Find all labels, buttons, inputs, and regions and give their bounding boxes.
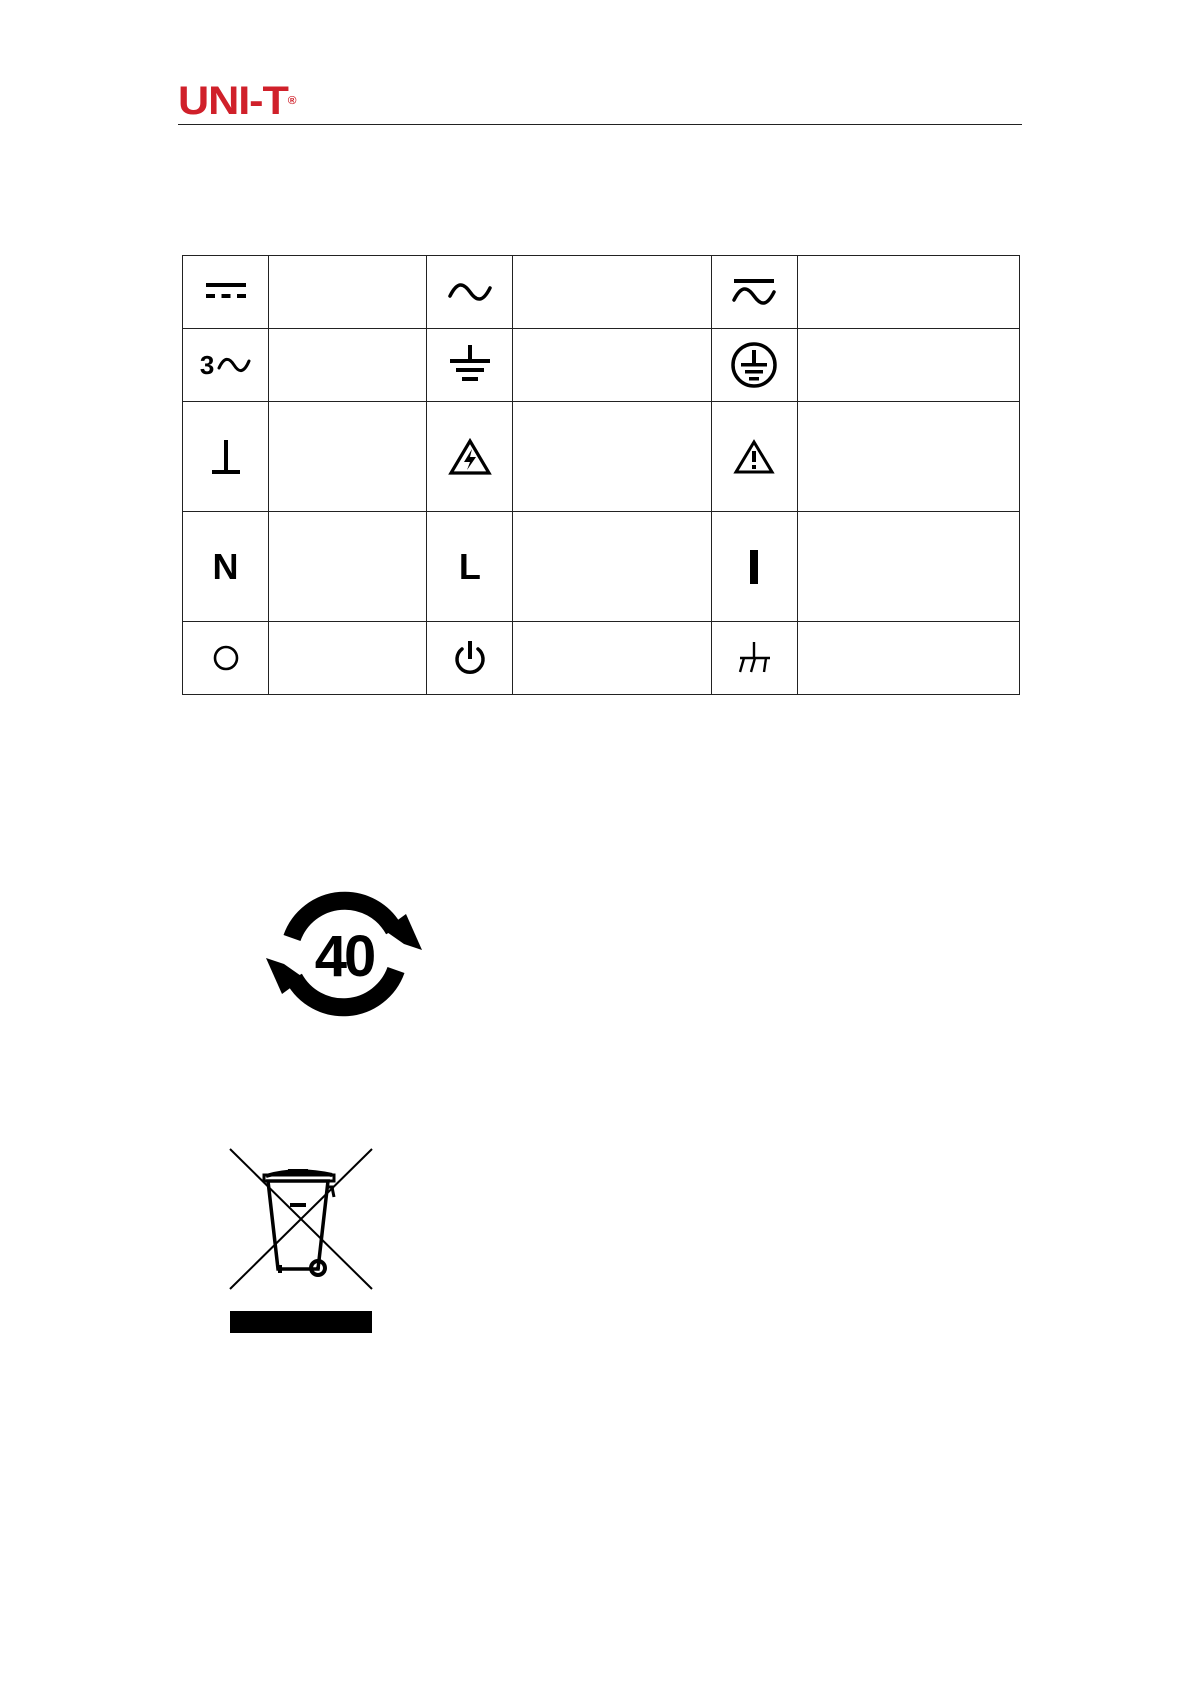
symbol-description [797, 329, 1019, 402]
symbol-description [269, 622, 427, 695]
ac-dc-icon [731, 276, 777, 308]
table-row [183, 402, 1020, 512]
header-divider [178, 124, 1022, 125]
symbol-description [513, 402, 711, 512]
symbol-cell [711, 512, 797, 622]
power-off-icon [212, 644, 240, 672]
weee-logo [222, 1147, 380, 1337]
symbol-cell [183, 512, 269, 622]
symbol-description [269, 512, 427, 622]
neutral-letter: N [212, 545, 239, 587]
symbol-cell [183, 329, 269, 402]
symbol-cell [711, 329, 797, 402]
ac-icon [447, 280, 493, 304]
symbol-description [513, 329, 711, 402]
symbol-cell [183, 622, 269, 695]
symbol-description [797, 512, 1019, 622]
power-on-icon [748, 548, 760, 586]
registered-mark: ® [287, 95, 297, 107]
epup-logo [266, 886, 422, 1022]
table-row [183, 329, 1020, 402]
symbol-description [797, 256, 1019, 329]
symbol-cell [711, 622, 797, 695]
protective-earth-icon [730, 341, 778, 389]
symbol-description [269, 402, 427, 512]
epup-number: 40 [314, 924, 374, 989]
table-row [183, 256, 1020, 329]
symbols-table [182, 255, 1020, 695]
symbol-cell [711, 402, 797, 512]
symbol-description [513, 512, 711, 622]
dc-icon [204, 280, 248, 304]
standby-icon [452, 639, 488, 677]
symbol-cell [427, 329, 513, 402]
page-header [178, 79, 1022, 126]
table-row [183, 512, 1020, 622]
symbol-cell [427, 622, 513, 695]
uni-t-logo [178, 79, 297, 123]
ground-icon [448, 345, 492, 385]
symbol-cell [427, 402, 513, 512]
symbol-description [797, 622, 1019, 695]
symbol-description [513, 622, 711, 695]
symbol-description [269, 329, 427, 402]
symbol-cell [183, 402, 269, 512]
caution-warning-icon [733, 439, 775, 475]
live-letter: L [458, 545, 481, 587]
logo-text: UNI-T [178, 79, 288, 123]
symbol-cell [711, 256, 797, 329]
symbol-description [269, 256, 427, 329]
three-phase-label: 3 [199, 350, 215, 380]
frame-ground-icon [210, 438, 242, 476]
epup-recycle-icon [266, 886, 422, 1022]
symbol-cell [427, 512, 513, 622]
crossed-out-bin-icon [222, 1147, 380, 1337]
table-row [183, 622, 1020, 695]
symbol-cell [427, 256, 513, 329]
symbol-description [513, 256, 711, 329]
chassis-icon [734, 640, 774, 676]
high-voltage-warning-icon [448, 438, 492, 476]
three-phase-ac-icon [217, 355, 251, 375]
symbol-cell [183, 256, 269, 329]
symbol-description [797, 402, 1019, 512]
